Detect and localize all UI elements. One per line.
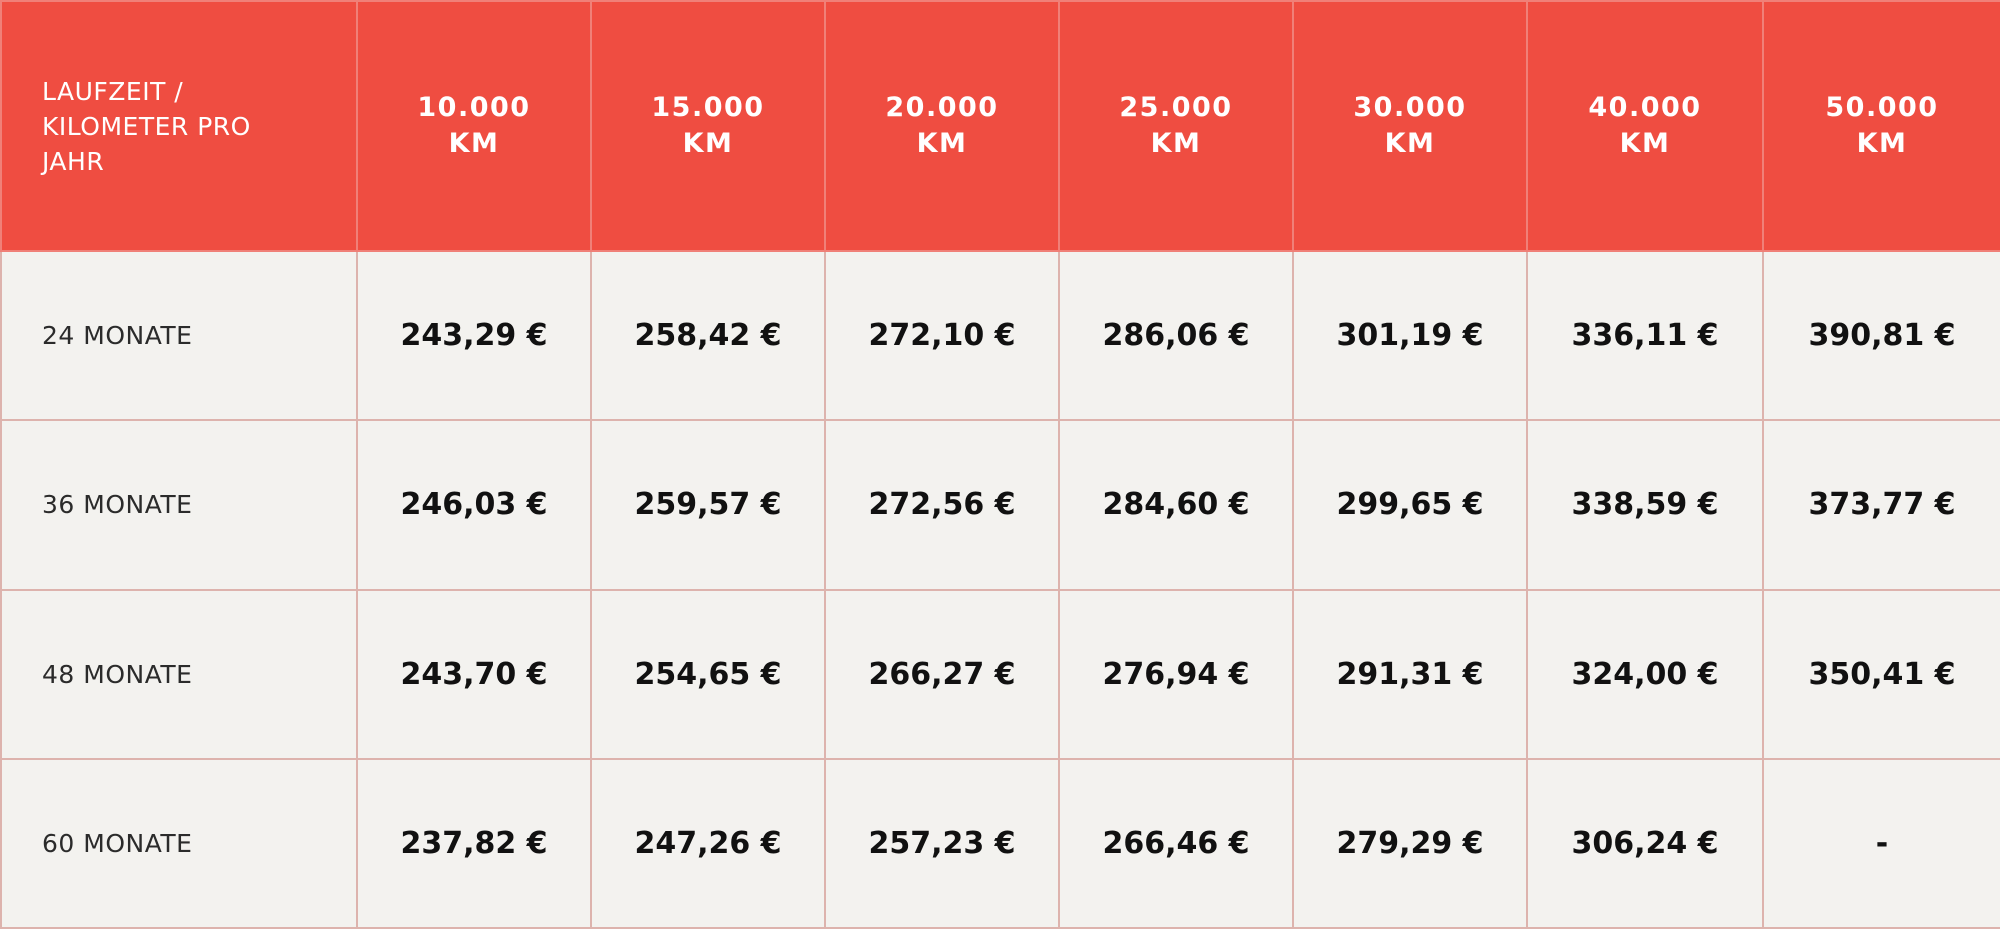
column-header-10000-km: [357, 1, 591, 251]
corner-label-line: KILOMETER PRO: [42, 111, 251, 141]
column-header-amount: 30.000: [1353, 92, 1467, 123]
corner-header-cell: [1, 1, 357, 251]
column-header-amount: 15.000: [651, 92, 765, 123]
corner-label-line: LAUFZEIT /: [42, 76, 184, 106]
row-label-24-monate: 24 MONATE: [1, 251, 357, 420]
column-header-15000-km: [591, 1, 825, 251]
column-header-unit: KM: [916, 128, 968, 159]
column-header-unit: KM: [682, 128, 734, 159]
price-cell: 279,29 €: [1293, 759, 1527, 928]
column-header-40000-km: [1527, 1, 1763, 251]
column-header-unit: KM: [448, 128, 500, 159]
row-label-60-monate: 60 MONATE: [1, 759, 357, 928]
column-header-amount: 50.000: [1825, 92, 1939, 123]
price-cell: 237,82 €: [357, 759, 591, 928]
price-cell: 324,00 €: [1527, 590, 1763, 759]
price-cell: 390,81 €: [1763, 251, 2000, 420]
price-cell: 306,24 €: [1527, 759, 1763, 928]
table-row: [1, 420, 2000, 589]
column-header-unit: KM: [1619, 128, 1671, 159]
price-cell: 276,94 €: [1059, 590, 1293, 759]
price-cell: 301,19 €: [1293, 251, 1527, 420]
price-cell: 247,26 €: [591, 759, 825, 928]
table-row: [1, 590, 2000, 759]
row-label-48-monate: 48 MONATE: [1, 590, 357, 759]
table-row: [1, 251, 2000, 420]
header-row: [1, 1, 2000, 251]
row-label-36-monate: 36 MONATE: [1, 420, 357, 589]
price-cell: 272,10 €: [825, 251, 1059, 420]
price-cell: 266,46 €: [1059, 759, 1293, 928]
column-header-amount: 40.000: [1588, 92, 1702, 123]
column-header-30000-km: [1293, 1, 1527, 251]
price-cell: 286,06 €: [1059, 251, 1293, 420]
column-header-unit: KM: [1384, 128, 1436, 159]
price-cell: 350,41 €: [1763, 590, 2000, 759]
price-cell: 373,77 €: [1763, 420, 2000, 589]
price-cell: 336,11 €: [1527, 251, 1763, 420]
price-cell: 266,27 €: [825, 590, 1059, 759]
price-cell: 246,03 €: [357, 420, 591, 589]
price-cell: 291,31 €: [1293, 590, 1527, 759]
price-cell: 272,56 €: [825, 420, 1059, 589]
column-header-amount: 10.000: [417, 92, 531, 123]
price-cell-unavailable: -: [1763, 759, 2000, 928]
price-cell: 243,29 €: [357, 251, 591, 420]
corner-label-line: JAHR: [42, 146, 105, 176]
column-header-20000-km: [825, 1, 1059, 251]
price-cell: 257,23 €: [825, 759, 1059, 928]
price-cell: 284,60 €: [1059, 420, 1293, 589]
price-cell: 338,59 €: [1527, 420, 1763, 589]
column-header-amount: 20.000: [885, 92, 999, 123]
price-cell: 258,42 €: [591, 251, 825, 420]
table-row: [1, 759, 2000, 928]
price-cell: 299,65 €: [1293, 420, 1527, 589]
column-header-25000-km: [1059, 1, 1293, 251]
column-header-50000-km: [1763, 1, 2000, 251]
price-cell: 259,57 €: [591, 420, 825, 589]
column-header-unit: KM: [1856, 128, 1908, 159]
column-header-unit: KM: [1150, 128, 1202, 159]
price-cell: 243,70 €: [357, 590, 591, 759]
column-header-amount: 25.000: [1119, 92, 1233, 123]
price-cell: 254,65 €: [591, 590, 825, 759]
